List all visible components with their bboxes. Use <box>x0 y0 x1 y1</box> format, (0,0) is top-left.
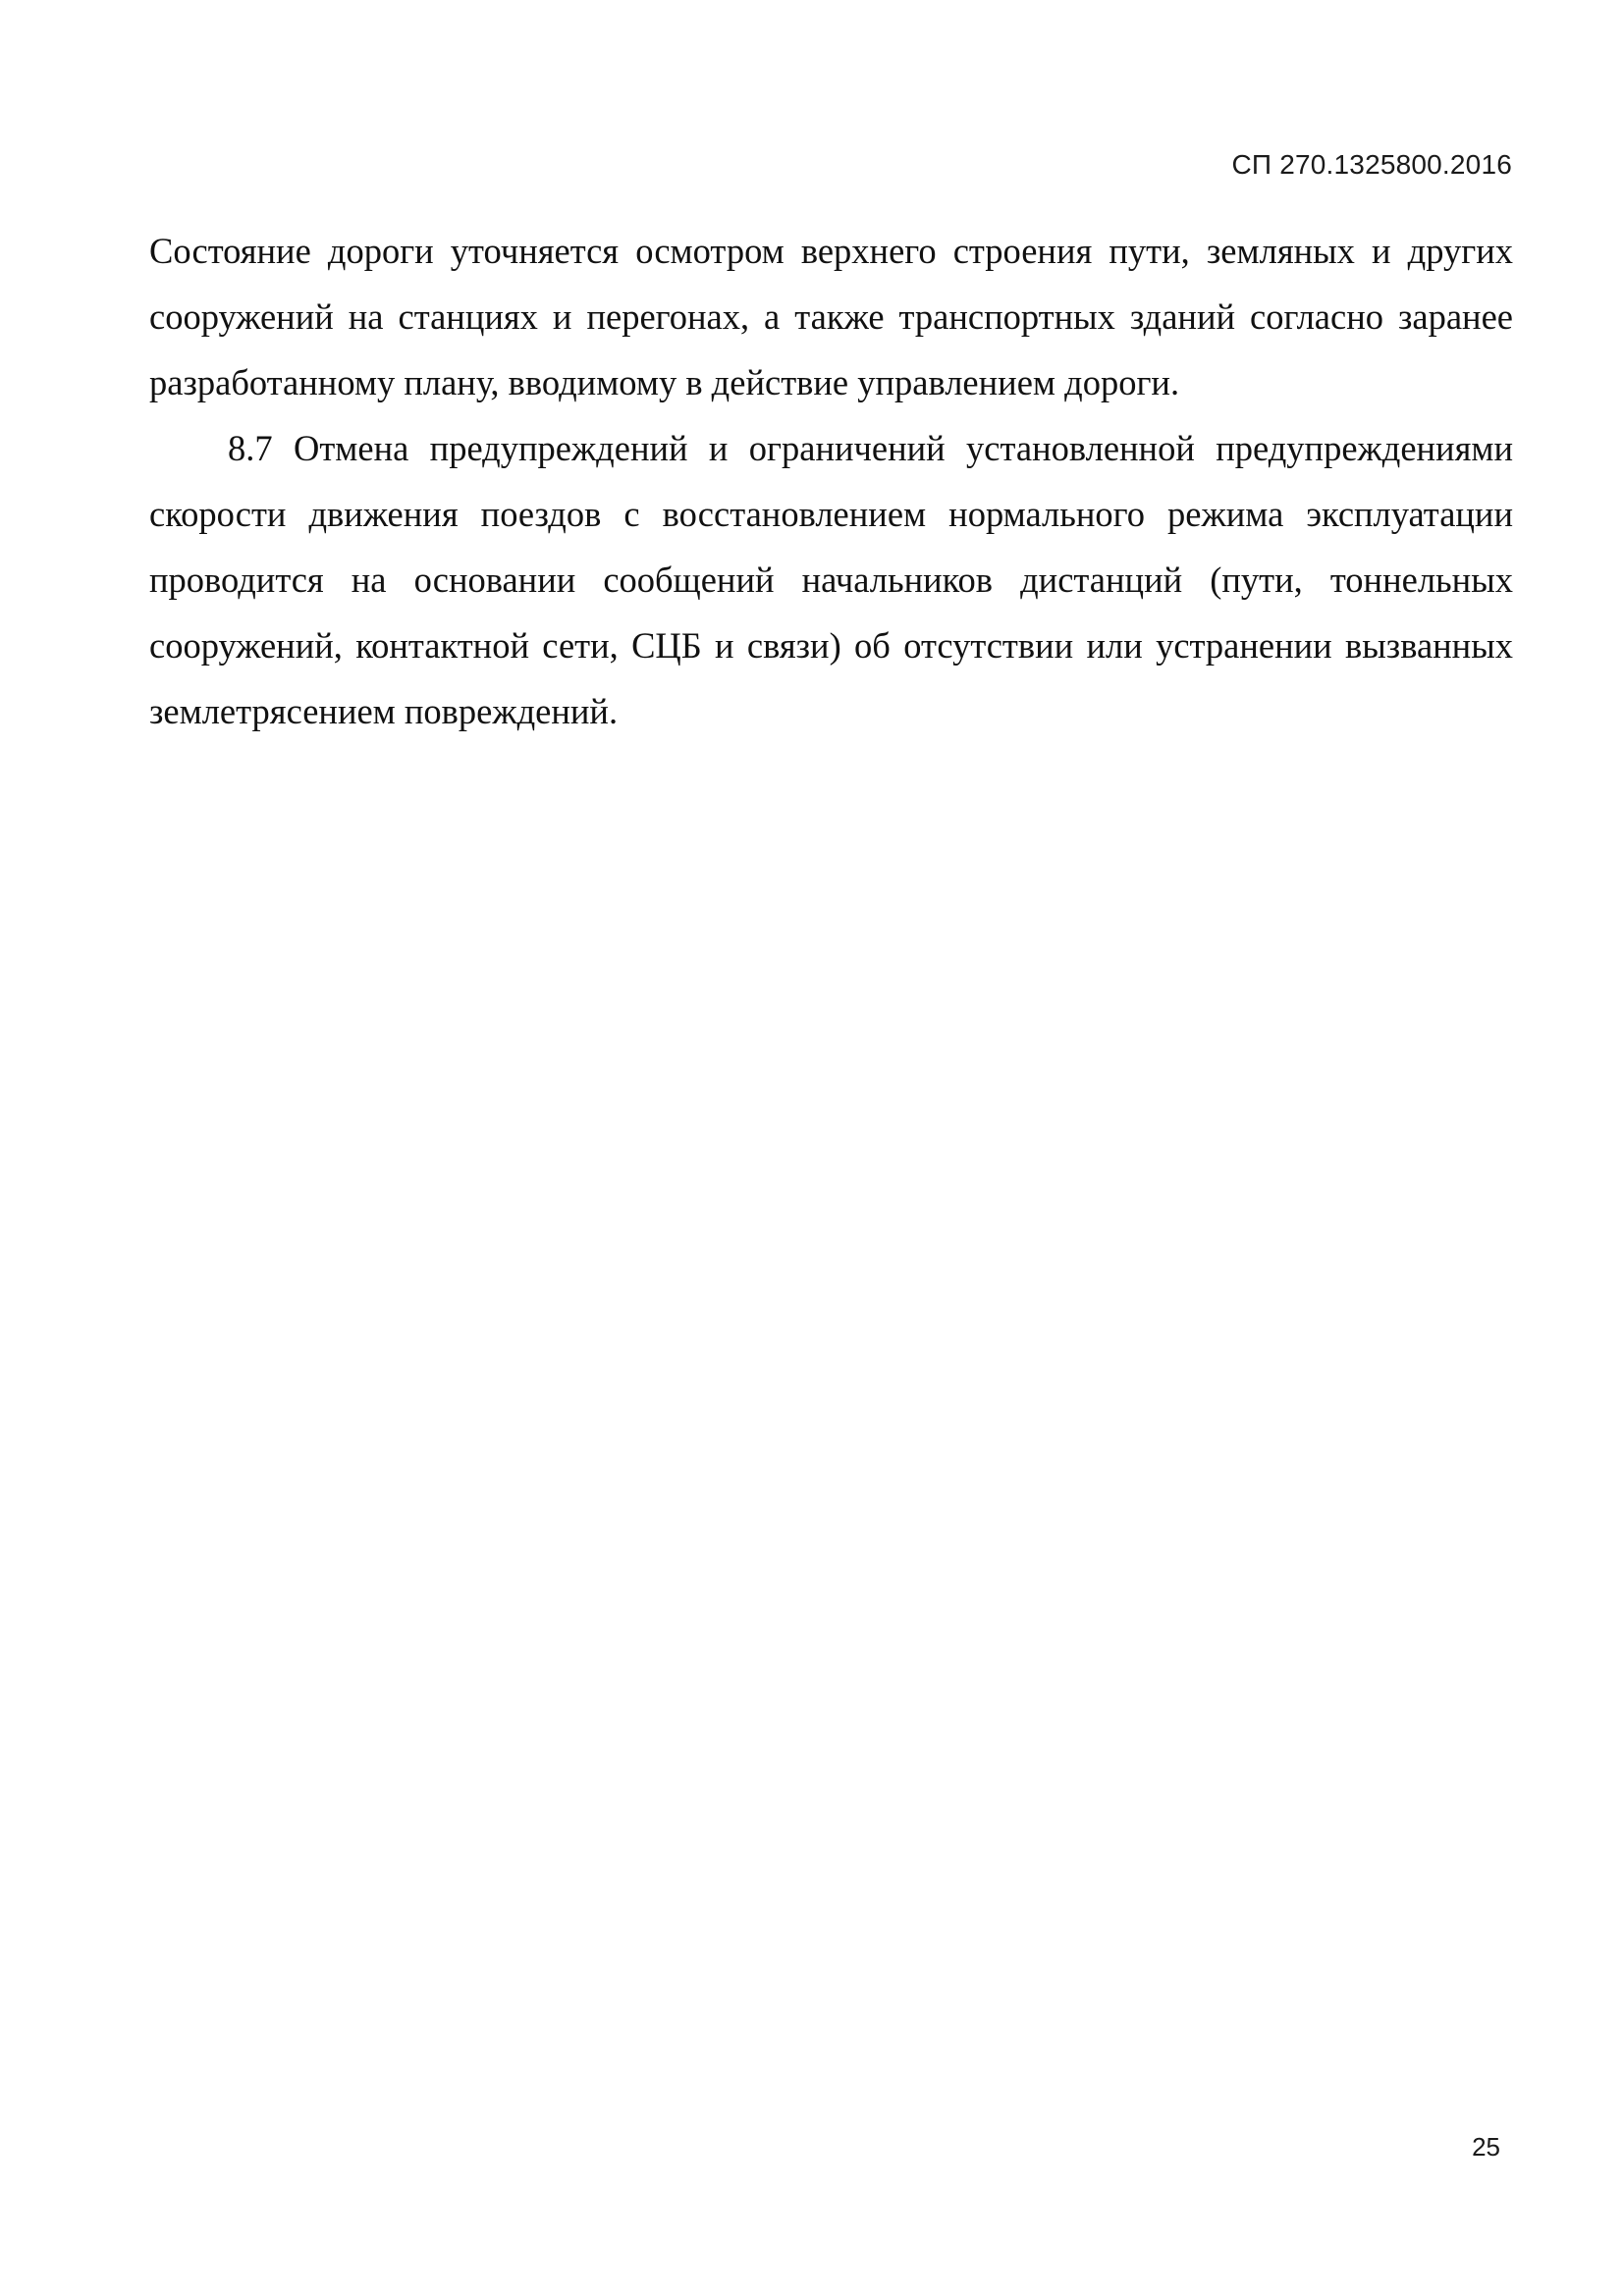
page-number: 25 <box>1472 2132 1500 2162</box>
document-body <box>149 218 1513 744</box>
document-code: СП 270.1325800.2016 <box>1231 149 1512 180</box>
paragraph-road-inspection: Состояние дороги уточняется осмотром верхнего строения пути, земляных и других сооружений на станциях и перегонах, а также транспортных зданий согласно заранее разработанному плану, вводимому в действие управлением дороги. <box>149 231 1513 402</box>
paragraph-8-7: 8.7 Отмена предупреждений и ограничений установленной предупреждениями скорости движения поездов с восстановлением нормального режима эксплуатации проводится на основании сообщений начальников дистанций (пути, тоннельных сооружений, контактной сети, СЦБ и связи) об отсутствии или устранении вызванных землетрясением повреждений. <box>149 428 1513 731</box>
